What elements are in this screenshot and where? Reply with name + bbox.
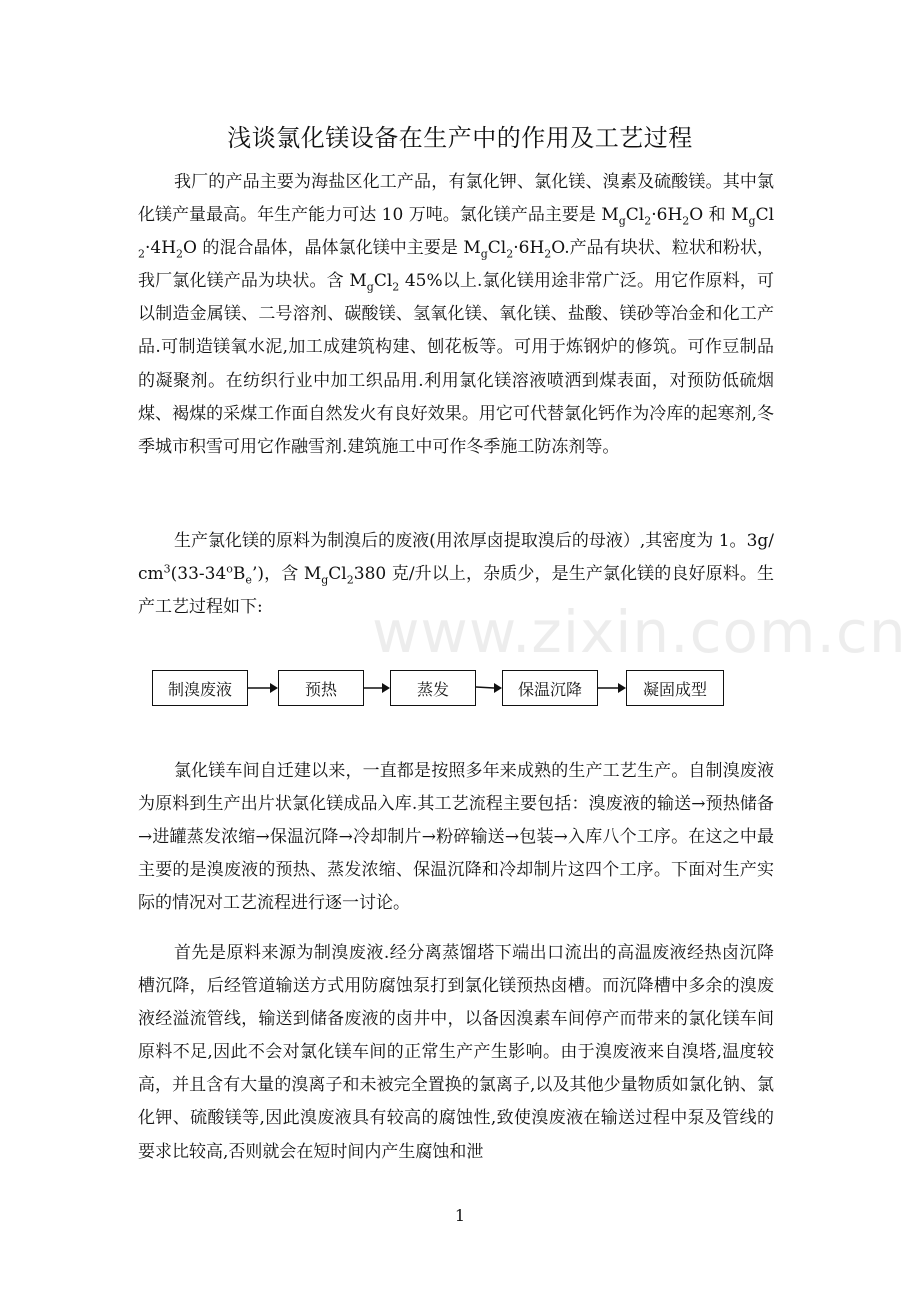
- arrow-icon: [364, 667, 390, 713]
- arrow-icon: [476, 667, 502, 713]
- flow-step-3: 蒸发: [390, 670, 476, 706]
- arrow-icon: [248, 667, 278, 713]
- flow-step-4: 保温沉降: [502, 670, 598, 706]
- watermark: www.zixin.com.cn: [372, 598, 907, 666]
- flow-step-2: 预热: [278, 670, 364, 706]
- process-flowchart: [150, 667, 730, 713]
- page-number: 1: [454, 1206, 466, 1225]
- paragraph-1: 我厂的产品主要为海盐区化工产品，有氯化钾、氯化镁、溴素及硫酸镁。其中氯化镁产量最高。年生产能力可达 10 万吨。氯化镁产品主要是 $M_gCl_2\cdot 6H_2O$ 和 $M_gCl_2\cdot 4H_2O$ 的混合晶体，晶体氯化镁中主要是 $M_gCl_2\cdot 6H_2O$.产品有块状、粒状和粉状，我厂氯化镁产品为块状。含 $M_gCl_2$ 45%以上.氯化镁用途非常广泛。用它作原料，可以制造金属镁、二号溶剂、碳酸镁、氢氧化镁、氧化镁、盐酸、镁砂等冶金和化工产品.可制造镁氧水泥,加工成建筑构建、刨花板等。可用于炼钢炉的修筑。可作豆制品的凝聚剂。在纺织行业中加工织品用.利用氯化镁溶液喷洒到煤表面，对预防低硫烟煤、褐煤的采煤工作面自然发火有良好效果。用它可代替氯化钙作为冷库的起寒剂,冬季城市积雪可用它作融雪剂.建筑施工中可作冬季施工防冻剂等。: [138, 172, 775, 457]
- document-title: 浅谈氯化镁设备在生产中的作用及工艺过程: [227, 124, 693, 152]
- arrow-icon: [598, 667, 626, 713]
- paragraph-4: 首先是原料来源为制溴废液.经分离蒸馏塔下端出口流出的高温废液经热卤沉降槽沉降，后经管道输送方式用防腐蚀泵打到氯化镁预热卤槽。而沉降槽中多余的溴废液经溢流管线，输送到储备废液的卤井中，以备因溴素车间停产而带来的氯化镁车间原料不足,因此不会对氯化镁车间的正常生产产生影响。由于溴废液来自溴塔,温度较高，并且含有大量的溴离子和未被完全置换的氯离子,以及其他少量物质如氯化钠、氯化钾、硫酸镁等,因此溴废液具有较高的腐蚀性,致使溴废液在输送过程中泵及管线的要求比较高,否则就会在短时间内产生腐蚀和泄: [138, 943, 774, 1162]
- flow-step-5: 凝固成型: [626, 670, 724, 706]
- paragraph-3: 氯化镁车间自迁建以来，一直都是按照多年来成熟的生产工艺生产。自制溴废液为原料到生产出片状氯化镁成品入库.其工艺流程主要包括：溴废液的输送→预热储备→进罐蒸发浓缩→保温沉降→冷却制片→粉碎输送→包装→入库八个工序。在这之中最主要的是溴废液的预热、蒸发浓缩、保温沉降和冷却制片这四个工序。下面对生产实际的情况对工艺流程进行逐一讨论。: [138, 761, 774, 914]
- paragraph-2: 生产氯化镁的原料为制溴后的废液(用浓厚卤提取溴后的母液）,其密度为 1。$3g/cm^3(33-34^oB_e’)$，含 $M_gCl_2380$ 克/升以上，杂质少，是生产氯化镁的良好原料。生产工艺过程如下:: [138, 531, 774, 618]
- flow-step-1: 制溴废液: [152, 670, 248, 706]
